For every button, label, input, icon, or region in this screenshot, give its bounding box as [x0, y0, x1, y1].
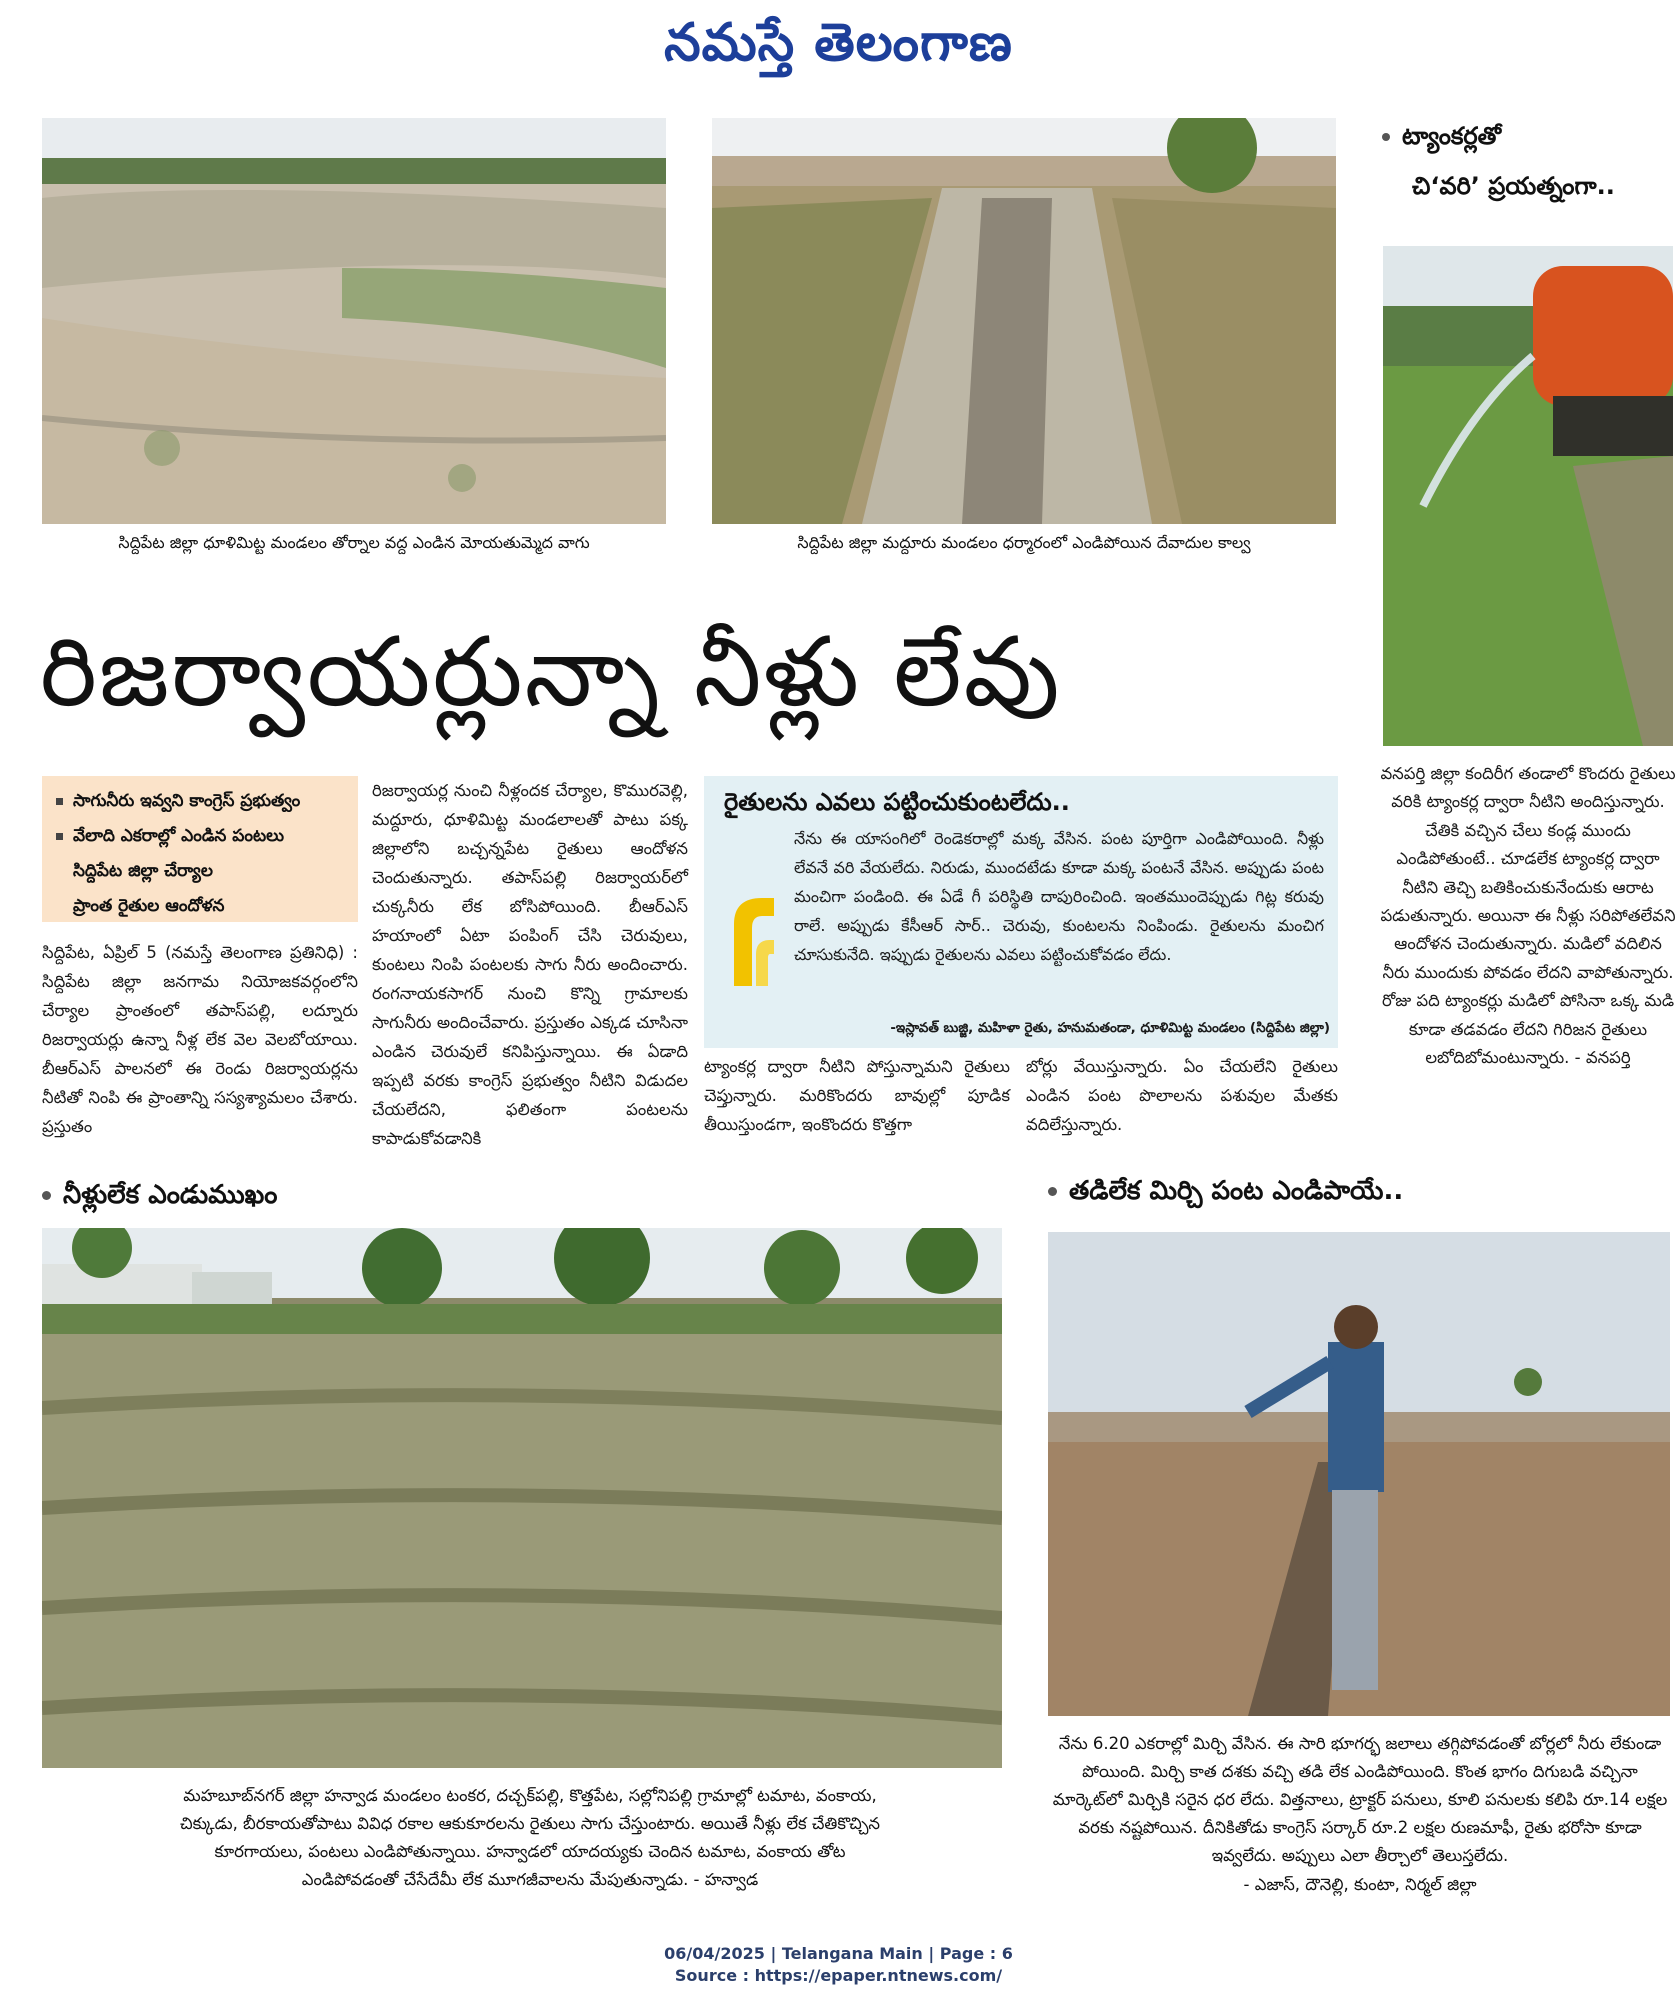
highlights-box [42, 776, 358, 922]
footer-source: Source : https://epaper.ntnews.com/ [674, 1966, 1003, 1985]
sidebar-title-line: ట్యాంకర్లతో [1402, 122, 1502, 150]
sidebar-caption: వనపర్తి జిల్లా కందిరీగ తండాలో కొందరు రైతులు వరికి ట్యాంకర్ల ద్వారా నీటిని అందిస్తున్నారు. చేతికి వచ్చిన చేలు కండ్ల ముందు ఎండిపోతుంటే.. చూడలేక ట్యాంకర్ల ద్వారా నీటిని తెచ్చి బతికించుకునేందుకు ఆరాట పడుతున్నారు. అయినా ఈ నీళ్లు సరిపోతలేవని ఆందోళన చెందుతున్నారు. మడిలో వదిలిన నీరు ముందుకు పోవడం లేదని వాపోతున్నారు. రోజు పది ట్యాంకర్లు మడిలో పోసినా ఒక్క మడి కూడా తడవడం లేదని గిరిజన రైతులు లబోదిబోమంటున్నారు. - వనపర్తి [1380, 764, 1676, 1068]
sidebar-title [1382, 122, 1672, 156]
section-title-text: నీళ్లులేక ఎండుముఖం [63, 1180, 278, 1210]
highlight-text: వేలాది ఎకరాల్లో ఎండిన పంటలు [73, 826, 285, 846]
photo-dry-stream [42, 118, 666, 524]
headline: రిజర్వాయర్లున్నా నీళ్లు లేవు [40, 616, 1062, 728]
highlight-text: సిద్దిపేట జిల్లా చేర్యాల [73, 861, 213, 881]
section-title [42, 1180, 742, 1216]
photo-caption-attribution: - ఎజాస్, దౌనెల్లి, కుంటా, నిర్మల్ జిల్లా [1243, 1875, 1477, 1894]
article-column-4: బోర్లు వేయిస్తున్నారు. ఏం చేయలేని రైతులు ఎండిన పంట పొలాలను పశువుల మేతకు వదిలేస్తున్నారు. [1026, 1057, 1338, 1134]
photo-caption: నేను 6.20 ఎకరాల్లో మిర్చి వేసిన. ఈ సారి భూగర్భ జలాలు తగ్గిపోవడంతో బోర్లలో నీరు లేకుండా పోయింది. మిర్చి కాత దశకు వచ్చి తడి లేక ఎండిపోయింది. కొంత భాగం దిగుబడి వచ్చినా మార్కెట్‌లో మిర్చికి సరైన ధర లేదు. విత్తనాలు, ట్రాక్టర్ పనులు, కూలి పనులకు కలిపి రూ.14 లక్షల వరకు నష్టపోయిన. దీనికితోడు కాంగ్రెస్ సర్కార్ రూ.2 లక్షల రుణమాఫీ, రైతు భరోసా కూడా ఇవ్వలేదు. అప్పులు ఎలా తీర్చాలో తెలుస్తలేదు. [1052, 1734, 1668, 1865]
bullet-icon [1048, 1187, 1057, 1196]
article-column-3: ట్యాంకర్ల ద్వారా నీటిని పోస్తున్నామని రైతులు చెప్తున్నారు. మరికొందరు బావుల్లో పూడిక తీయిస్తుండగా, ఇంకొందరు కొత్తగా [704, 1057, 1010, 1134]
highlight-text: సాగునీరు ఇవ్వని కాంగ్రెస్ ప్రభుత్వం [73, 791, 301, 811]
quote-mark-icon [726, 894, 776, 986]
photo-dry-canal [712, 118, 1336, 524]
article-column-2: రిజర్వాయర్ల నుంచి నీళ్లందక చేర్యాల, కొమురవెల్లి, మద్దూరు, ధూళిమిట్ట మండలాలతో పాటు పక్క జిల్లాలోని బచ్చన్నపేట రైతులు ఆందోళన చెందుతున్నారు. తపాస్‌పల్లి రిజర్వాయర్‌లో చుక్కనీరు లేక బోసిపోయింది. బీఆర్‌ఎస్ హయాంలో ఏటా పంపింగ్ చేసి చెరువులు, కుంటలు నింపి పంటలకు సాగు నీరు అందించారు. రంగనాయకసాగర్ నుంచి కొన్ని గ్రామాలకు సాగునీరు అందించేవారు. ప్రస్తుతం ఎక్కడ చూసినా ఎండిన చెరువులే కనిపిస్తున్నాయి. ఈ ఏడాది ఇప్పటి వరకు కాంగ్రెస్ ప్రభుత్వం నీటిని విడుదల చేయలేదని, ఫలితంగా పంటలను కాపాడుకోవడానికి [372, 781, 688, 1148]
photo-caption: సిద్దిపేట జిల్లా ధూళిమిట్ట మండలం తోర్నాల వద్ద ఎండిన మోయతుమ్మెద వాగు [118, 533, 590, 552]
bullet-icon [42, 1191, 51, 1200]
sidebar-title: చి‘వరి’ ప్రయత్నంగా.. [1412, 172, 1615, 200]
section-title-text: తడిలేక మిర్చి పంట ఎండిపాయే.. [1069, 1176, 1404, 1206]
bullet-icon [56, 833, 63, 840]
photo-water-tanker [1383, 246, 1673, 746]
quote-title: రైతులను ఎవలు పట్టించుకుంటలేదు.. [724, 788, 1070, 816]
highlight-item [56, 889, 344, 924]
section-title [1048, 1176, 1668, 1212]
photo-dried-vegetable-field [42, 1228, 1002, 1768]
quote-body: నేను ఈ యాసంగిలో రెండెకరాల్లో మక్క వేసిన. పంట పూర్తిగా ఎండిపోయింది. నీళ్లు లేవనే వరి వేయలేదు. నిరుడు, ముందటేడు కూడా మక్క పంటనే వేసిన. అప్పుడు పంట మంచిగా పండింది. ఈ ఏడే గీ పరిస్థితి దాపురించింది. ఇంతముందెప్పుడు గిట్ల కరువు రాలే. అప్పుడు కేసీఆర్ సార్.. చెరువు, కుంటలను నింపిండు. రైతులను మంచిగ చూసుకునేది. ఇప్పుడు రైతులను ఎవలు పట్టించుకోవడం లేదు. [794, 829, 1324, 964]
bullet-icon [56, 798, 63, 805]
photo-farmer-chilli-field [1048, 1232, 1670, 1716]
highlight-item [56, 819, 344, 854]
bullet-icon [1382, 133, 1390, 141]
highlight-item [56, 784, 344, 819]
masthead: నమస్తే తెలంగాణ [664, 12, 1013, 73]
photo-caption: సిద్దిపేట జిల్లా మద్దూరు మండలం ధర్మారంలో ఎండిపోయిన దేవాదుల కాల్వ [797, 533, 1251, 552]
article-column-1: సిద్దిపేట, ఏప్రిల్ 5 (నమస్తే తెలంగాణ ప్రతినిధి) : సిద్దిపేట జిల్లా జనగామ నియోజకవర్గంలోని చేర్యాల ప్రాంతంలో తపాస్‌పల్లి, లద్నూరు రిజర్వాయర్లు ఉన్నా నీళ్ల లేక వెల వెలబోయాయి. బీఆర్‌ఎస్ పాలనలో ఈ రెండు రిజర్వాయర్లను నీటితో నింపి ఈ ప్రాంతాన్ని సస్యశ్యామలం చేశారు. ప్రస్తుతం [42, 943, 358, 1136]
footer-date-page: 06/04/2025 | Telangana Main | Page : 6 [664, 1944, 1013, 1963]
photo-caption: మహబూబ్‌నగర్ జిల్లా హన్వాడ మండలం టంకర, దచ్చక్‌పల్లి, కొత్తపేట, సల్లోనిపల్లి గ్రామాల్లో టమాట, వంకాయ, చిక్కుడు, బీరకాయతోపాటు వివిధ రకాల ఆకుకూరలను రైతులు సాగు చేస్తుంటారు. అయితే నీళ్లు లేక చేతికొచ్చిన కూరగాయలు, పంటలు ఎండిపోతున్నాయి. హన్వాడలో యాదయ్యకు చెందిన టమాట, వంకాయ తోట ఎండిపోవడంతో చేసేదేమీ లేక మూగజీవాలను మేపుతున్నాడు. - హన్వాడ [179, 1786, 881, 1889]
highlight-text: ప్రాంత రైతుల ఆందోళన [73, 896, 225, 916]
quote-attribution: -ఇస్లావత్ బుజ్జి, మహిళా రైతు, హనుమతండా, ధూళిమిట్ట మండలం (సిద్దిపేట జిల్లా) [890, 1020, 1330, 1036]
farmer-quote-box [704, 776, 1338, 1048]
highlight-item [56, 854, 344, 889]
